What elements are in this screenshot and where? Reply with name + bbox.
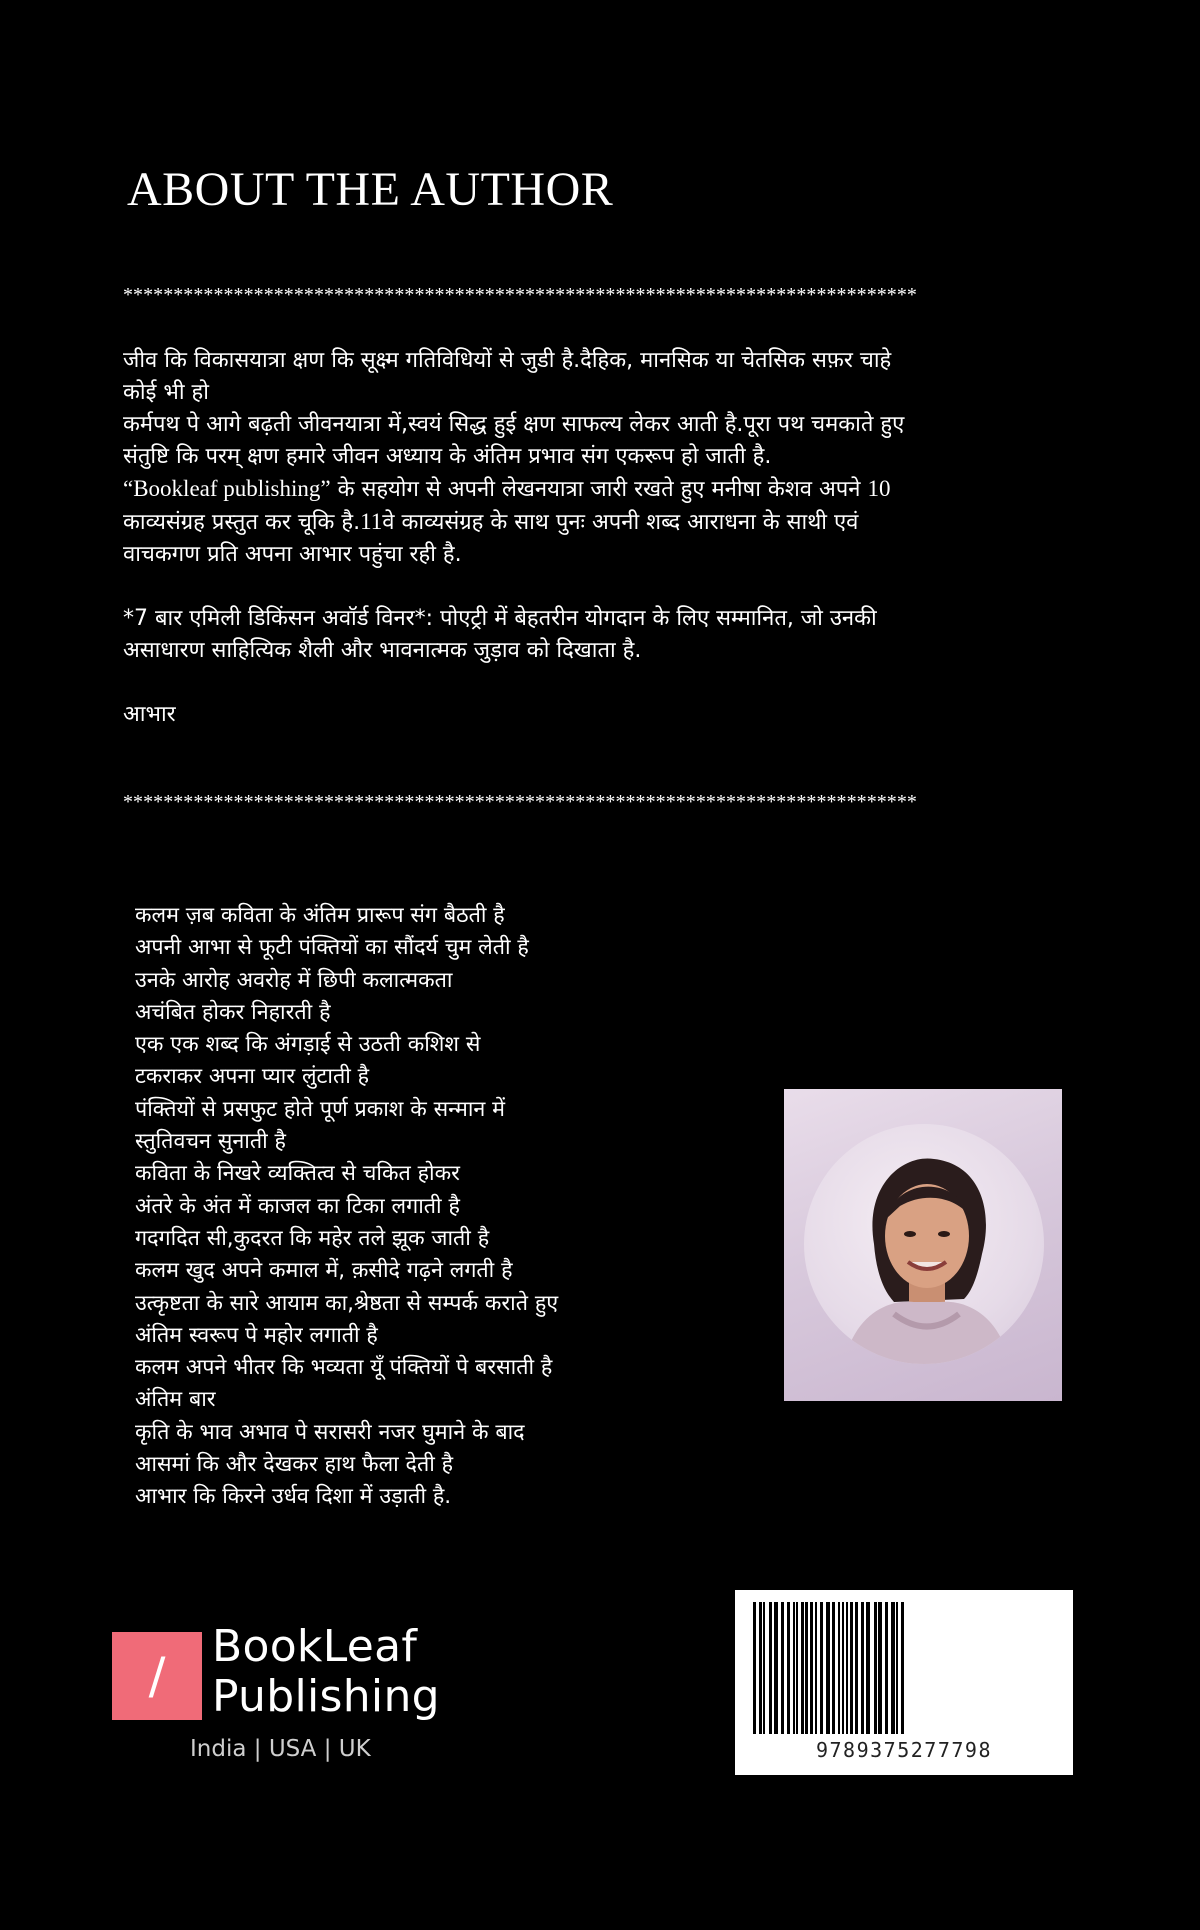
barcode-bar [781, 1602, 784, 1734]
poem-line: पंक्तियों से प्रसफुट होते पूर्ण प्रकाश के सन्मान में [135, 1096, 506, 1122]
barcode-bar [861, 1602, 864, 1734]
poem-line: उनके आरोह अवरोह में छिपी कलात्मकता [135, 967, 453, 993]
poem-line: कविता के निखरे व्यक्तित्व से चकित होकर [135, 1161, 460, 1187]
barcode-bar [826, 1602, 830, 1734]
publisher-name-line2: Publishing [212, 1671, 440, 1722]
publisher-line-text: के सहयोग से अपनी लेखनयात्रा जारी रखते हुए मनीषा केशव अपने [330, 477, 868, 502]
barcode-bar [896, 1602, 898, 1734]
barcode-bar [842, 1602, 844, 1734]
bio-line: कोई भी हो [123, 380, 209, 405]
poem-line: कृति के भाव अभाव पे सरासरी नजर घुमाने के बाद [135, 1419, 525, 1445]
asterisk-divider-bottom: ******************************************************************************* [123, 792, 917, 812]
barcode-bar [885, 1602, 888, 1734]
barcode-bar [774, 1602, 778, 1734]
publisher-regions: India | USA | UK [190, 1736, 371, 1762]
isbn-barcode [735, 1590, 1073, 1775]
barcode-bars [749, 1602, 1059, 1734]
barcode-bar [759, 1602, 762, 1734]
poem-line: अंतिम बार [135, 1387, 216, 1413]
poem-line: अचंबित होकर निहारती है [135, 999, 331, 1025]
barcode-bar [832, 1602, 835, 1734]
bio-line-text: वे काव्यसंग्रह के साथ पुनः अपनी शब्द आराधना के साथी एवं [382, 510, 859, 535]
bio-spacer [123, 571, 1073, 603]
bio-line: संतुष्टि कि परम् क्षण हमारे जीवन अध्याय के अंतिम प्रभाव संग एकरूप हो जाती है. [123, 444, 772, 469]
barcode-bar [805, 1602, 808, 1734]
author-photo [784, 1089, 1062, 1401]
barcode-bar [891, 1602, 895, 1734]
bio-line-text: काव्यसंग्रह प्रस्तुत कर चूकि है. [123, 510, 361, 535]
poem-line: कलम अपने भीतर कि भव्यता यूँ पंक्तियों पे बरसाती है [135, 1355, 553, 1381]
barcode-bar [866, 1602, 870, 1734]
author-bio [123, 345, 1073, 731]
barcode-bar [901, 1602, 904, 1734]
poem-line: टकराकर अपना प्यार लुंटाती है [135, 1064, 370, 1090]
barcode-bar [874, 1602, 877, 1734]
bio-closing: आभार [123, 702, 176, 727]
barcode-bar [796, 1602, 798, 1734]
award-line: *7 बार एमिली डिकिंसन अवॉर्ड विनर*: पोएट्री में बेहतरीन योगदान के लिए सम्मानित, जो उनकी [123, 606, 877, 631]
collection-count: 10 [867, 476, 891, 501]
isbn-number: 9789375277798 [815, 1738, 993, 1762]
collection-number: 11 [360, 509, 383, 534]
barcode-bar [815, 1602, 817, 1734]
bio-line: कर्मपथ पे आगे बढ़ती जीवनयात्रा में,स्वयं सिद्ध हुई क्षण साफल्य लेकर आती है.पूरा पथ चमकाते हुए [123, 412, 905, 437]
publisher-name-line1: BookLeaf [212, 1621, 418, 1672]
barcode-bar [846, 1602, 848, 1734]
poem-line: आभार कि किरने उर्धव दिशा में उड़ाती है. [135, 1484, 452, 1510]
barcode-bar [850, 1602, 853, 1734]
barcode-bar [878, 1602, 882, 1734]
bio-publisher-line [123, 473, 1073, 506]
barcode-bar [793, 1602, 795, 1734]
poem-line: स्तुतिवचन सुनाती है [135, 1129, 286, 1155]
barcode-bar [820, 1602, 823, 1734]
author-portrait-circle [804, 1124, 1044, 1364]
publisher-logo [112, 1621, 452, 1768]
barcode-bar [855, 1602, 858, 1734]
bio-spacer [123, 667, 1073, 699]
poem [135, 900, 735, 1514]
bio-line: वाचकगण प्रति अपना आभार पहुंचा रही है. [123, 542, 462, 567]
logo-mark [112, 1632, 202, 1720]
poem-line: अंतिम स्वरूप पे महोर लगाती है [135, 1322, 378, 1348]
barcode-bar [838, 1602, 840, 1734]
poem-line: आसमां कि और देखकर हाथ फैला देती है [135, 1452, 454, 1478]
poem-line: अपनी आभा से फूटी पंक्तियों का सौंदर्य चुम लेती है [135, 935, 529, 961]
portrait-illustration [804, 1124, 1044, 1364]
poem-line: उत्कृष्टता के सारे आयाम का,श्रेष्ठता से सम्पर्क कराते हुए [135, 1290, 559, 1316]
page-title: ABOUT THE AUTHOR [127, 163, 614, 216]
poem-line: अंतरे के अंत में काजल का टिका लगाती है [135, 1193, 460, 1219]
poem-line: गदगदित सी,कुदरत कि महेर तले झूक जाती है [135, 1225, 490, 1251]
asterisk-divider-top: ******************************************************************************* [123, 285, 917, 305]
publisher-quote: “Bookleaf publishing” [123, 476, 331, 501]
barcode-bar [753, 1602, 756, 1734]
award-line: असाधारण साहित्यिक शैली और भावनात्मक जुड़ाव को दिखाता है. [123, 638, 642, 663]
publisher-name [212, 1622, 440, 1722]
barcode-bar [810, 1602, 813, 1734]
barcode-bar [769, 1602, 772, 1734]
poem-line: कलम ज़ब कविता के अंतिम प्रारूप संग बैठती है [135, 903, 505, 928]
bio-line [123, 506, 1073, 539]
barcode-bar [763, 1602, 765, 1734]
slash-icon: / [148, 1647, 166, 1705]
poem-line: एक एक शब्द कि अंगड़ाई से उठती कशिश से [135, 1032, 481, 1058]
barcode-bar [787, 1602, 790, 1734]
barcode-bar [801, 1602, 804, 1734]
poem-line: कलम खुद अपने कमाल में, क़सीदे गढ़ने लगती है [135, 1258, 513, 1284]
bio-line: जीव कि विकासयात्रा क्षण कि सूक्ष्म गतिविधियों से जुडी है.दैहिक, मानसिक या चेतसिक सफ़र चाहे [123, 348, 892, 373]
